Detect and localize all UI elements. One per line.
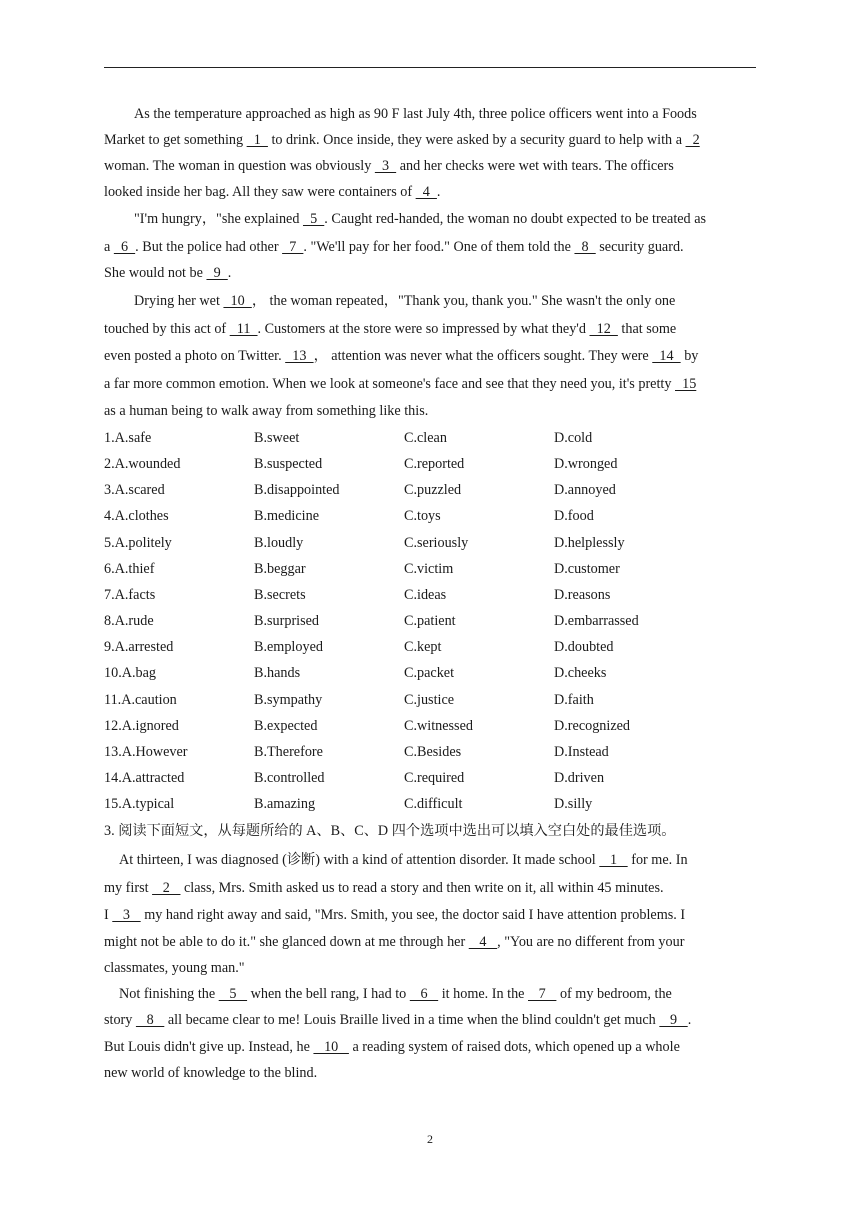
option-choice: D.food: [554, 508, 594, 525]
text-run: .: [687, 1012, 692, 1028]
text-run: security guard.: [595, 239, 684, 255]
text-run: Drying her wet: [134, 293, 224, 309]
section3-line: [104, 1060, 756, 1086]
option-choice: C.seriously: [404, 534, 469, 551]
option-choice: C.required: [404, 769, 465, 786]
option-row: [104, 765, 756, 791]
option-choice: 1.A.safe: [104, 430, 152, 446]
text-run: , "You are no different from your: [497, 934, 685, 950]
text-run: "I'm hungry，"she explained: [134, 211, 303, 227]
option-choice: 9.A.arrested: [104, 639, 174, 656]
text-run: touched by this act of: [104, 321, 230, 337]
section3-line: [104, 955, 756, 981]
option-choice: B.suspected: [254, 456, 323, 473]
blank-slot: 9: [206, 265, 228, 281]
passage1-line: [104, 316, 756, 342]
option-choice: B.Therefore: [254, 743, 323, 760]
option-choice: 15.A.typical: [104, 796, 175, 813]
text-run: my hand right away and said, "Mrs. Smith, you see, the doctor said I have attention problems. I: [140, 907, 686, 923]
option-choice: C.victim: [404, 560, 454, 577]
option-choice: B.beggar: [254, 560, 306, 577]
blank-slot: 2: [152, 880, 181, 896]
text-run: . But the police had other: [135, 239, 283, 255]
option-choice: C.justice: [404, 691, 455, 708]
text-run: of my bedroom, the: [556, 986, 672, 1002]
blank-slot: 4: [468, 934, 498, 950]
option-choice: B.loudly: [254, 534, 304, 551]
text-run: story: [104, 1012, 136, 1028]
option-row: [104, 477, 756, 503]
option-choice: D.recognized: [554, 717, 631, 734]
blank-slot: 15: [675, 376, 697, 392]
text-run: At thirteen, I was diagnosed (诊断) with a kind of attention disorder. It made school: [119, 852, 600, 868]
option-choice: B.secrets: [254, 586, 306, 603]
text-run: to drink. Once inside, they were asked by a security guard to help with a: [267, 132, 686, 148]
text-run: .: [227, 265, 232, 281]
option-row: [104, 582, 756, 608]
text-run: all became clear to me! Louis Braille lived in a time when the blind couldn't get much: [164, 1012, 660, 1028]
option-choice: C.toys: [404, 508, 441, 525]
text-run: might not be able to do it." she glanced down at me through her: [104, 934, 469, 950]
text-run: a far more common emotion. When we look at someone's face and see that they need you, it's pretty: [104, 376, 675, 392]
text-run: .: [436, 184, 441, 200]
blank-slot: 10: [313, 1039, 349, 1055]
option-choice: D.Instead: [554, 743, 609, 760]
text-run: . Caught red-handed, the woman no doubt expected to be treated as: [324, 211, 707, 227]
blank-slot: 7: [528, 986, 557, 1002]
passage1-line: [104, 101, 786, 127]
blank-slot: 1: [246, 132, 268, 148]
option-choice: 6.A.thief: [104, 560, 155, 577]
option-choice: C.difficult: [404, 796, 463, 813]
option-choice: 12.A.ignored: [104, 717, 179, 734]
option-row: [104, 739, 756, 765]
blank-slot: 8: [574, 239, 596, 255]
option-choice: D.reasons: [554, 586, 611, 603]
header-rule: [104, 67, 756, 68]
section3-line: [104, 847, 771, 873]
blank-slot: 12: [589, 321, 618, 337]
option-choice: B.amazing: [254, 796, 316, 813]
section3-line: [104, 875, 756, 901]
option-choice: C.puzzled: [404, 482, 462, 499]
option-choice: D.silly: [554, 796, 593, 813]
option-choice: D.customer: [554, 560, 620, 577]
blank-slot: 2: [685, 132, 700, 148]
option-choice: 10.A.bag: [104, 665, 157, 682]
text-run: it home. In the: [438, 986, 529, 1002]
passage1-line: [104, 343, 756, 369]
option-row: [104, 530, 756, 556]
option-choice: B.disappointed: [254, 482, 340, 499]
option-choice: B.sympathy: [254, 691, 323, 708]
text-run: class, Mrs. Smith asked us to read a story and then write on it, all within 45 minutes.: [180, 880, 664, 896]
text-run: Market to get something: [104, 132, 247, 148]
option-choice: B.surprised: [254, 613, 320, 630]
option-row: [104, 425, 756, 451]
blank-slot: 5: [218, 986, 248, 1002]
text-run: that some: [617, 321, 677, 337]
passage1-line: [104, 179, 756, 205]
blank-slot: 1: [599, 852, 628, 868]
option-choice: B.employed: [254, 639, 323, 656]
option-choice: 11.A.caution: [104, 691, 177, 708]
text-run: a reading system of raised dots, which opened up a whole: [348, 1039, 680, 1055]
text-run: But Louis didn't give up. Instead, he: [104, 1039, 314, 1055]
option-choice: 2.A.wounded: [104, 456, 181, 473]
option-choice: B.expected: [254, 717, 318, 734]
section3-heading: 3. 阅读下面短文，从每题所给的 A、B、C、D 四个选项中选出可以填入空白处的最佳选项。: [104, 823, 676, 839]
option-choice: B.medicine: [254, 508, 320, 525]
text-run: even posted a photo on Twitter.: [104, 348, 286, 364]
option-row: [104, 608, 756, 634]
text-run: looked inside her bag. All they saw were containers of: [104, 184, 416, 200]
text-run: by: [680, 348, 699, 364]
blank-slot: 10: [223, 293, 252, 309]
option-choice: D.faith: [554, 691, 594, 708]
passage1-line: [104, 127, 756, 153]
text-run: Not finishing the: [119, 986, 219, 1002]
option-choice: C.Besides: [404, 743, 462, 760]
option-row: [104, 556, 756, 582]
passage1-line: [104, 234, 756, 260]
option-row: [104, 791, 756, 817]
blank-slot: 5: [302, 211, 325, 227]
passage1-line: [104, 206, 786, 232]
option-choice: 3.A.scared: [104, 482, 165, 499]
text-run: . "We'll pay for her food." One of them told the: [303, 239, 575, 255]
option-choice: 13.A.However: [104, 743, 188, 760]
option-choice: 4.A.clothes: [104, 508, 169, 525]
page-number: 2: [427, 1132, 433, 1146]
option-choice: C.clean: [404, 430, 447, 446]
option-choice: D.driven: [554, 769, 605, 786]
option-choice: D.doubted: [554, 639, 614, 656]
option-choice: C.patient: [404, 613, 456, 630]
section3-line: [104, 929, 756, 955]
text-run: as a human being to walk away from something like this.: [104, 403, 429, 419]
option-row: [104, 503, 756, 529]
blank-slot: 6: [113, 239, 136, 255]
option-row: [104, 713, 756, 739]
passage1-line: [104, 153, 756, 179]
option-row: [104, 687, 756, 713]
text-run: As the temperature approached as high as 90 F last July 4th, three police officers went into a Foods: [134, 106, 697, 122]
blank-slot: 4: [415, 184, 437, 200]
blank-slot: 8: [135, 1012, 165, 1028]
text-run: I: [104, 907, 113, 923]
section3-line: [104, 1034, 756, 1060]
blank-slot: 14: [652, 348, 681, 364]
option-choice: D.wronged: [554, 456, 618, 473]
passage1-line: [104, 260, 756, 286]
blank-slot: 3: [112, 907, 141, 923]
option-row: [104, 451, 756, 477]
blank-slot: 13: [285, 348, 314, 364]
option-choice: 14.A.attracted: [104, 769, 185, 786]
text-run: and her checks were wet with tears. The officers: [396, 158, 674, 174]
text-run: new world of knowledge to the blind.: [104, 1065, 318, 1081]
option-choice: 5.A.politely: [104, 534, 172, 551]
option-choice: C.packet: [404, 665, 455, 682]
text-run: woman. The woman in question was obviously: [104, 158, 375, 174]
option-choice: C.reported: [404, 456, 465, 473]
blank-slot: 3: [374, 158, 397, 174]
text-run: ， attention was never what the officers sought. They were: [313, 348, 653, 364]
section3-line: [104, 902, 756, 928]
section3-line: [104, 1007, 756, 1033]
blank-slot: 7: [282, 239, 304, 255]
option-choice: B.hands: [254, 665, 301, 682]
option-choice: D.cheeks: [554, 665, 607, 682]
option-choice: 8.A.rude: [104, 613, 154, 630]
text-run: classmates, young man.": [104, 960, 245, 976]
text-run: for me. In: [627, 852, 688, 868]
text-run: She would not be: [104, 265, 207, 281]
text-run: when the bell rang, I had to: [247, 986, 410, 1002]
text-run: my first: [104, 880, 153, 896]
text-run: a: [104, 239, 114, 255]
blank-slot: 11: [229, 321, 258, 337]
option-row: [104, 634, 756, 660]
section3-line: [104, 981, 771, 1007]
option-choice: D.cold: [554, 430, 593, 446]
text-run: . Customers at the store were so impressed by what they'd: [257, 321, 590, 337]
option-choice: C.witnessed: [404, 717, 473, 734]
option-choice: 7.A.facts: [104, 586, 156, 603]
passage1-line: [104, 398, 756, 424]
blank-slot: 6: [409, 986, 439, 1002]
option-choice: D.embarrassed: [554, 613, 639, 630]
option-row: [104, 660, 756, 686]
option-choice: C.kept: [404, 639, 442, 656]
passage1-line: [104, 371, 756, 397]
passage1-line: [104, 288, 786, 314]
text-run: ， the woman repeated，"Thank you, thank you." She wasn't the only one: [251, 293, 676, 309]
blank-slot: 9: [659, 1012, 688, 1028]
option-choice: B.sweet: [254, 430, 300, 446]
option-choice: C.ideas: [404, 586, 447, 603]
option-choice: D.annoyed: [554, 482, 616, 499]
option-choice: D.helplessly: [554, 534, 625, 551]
option-choice: B.controlled: [254, 769, 325, 786]
